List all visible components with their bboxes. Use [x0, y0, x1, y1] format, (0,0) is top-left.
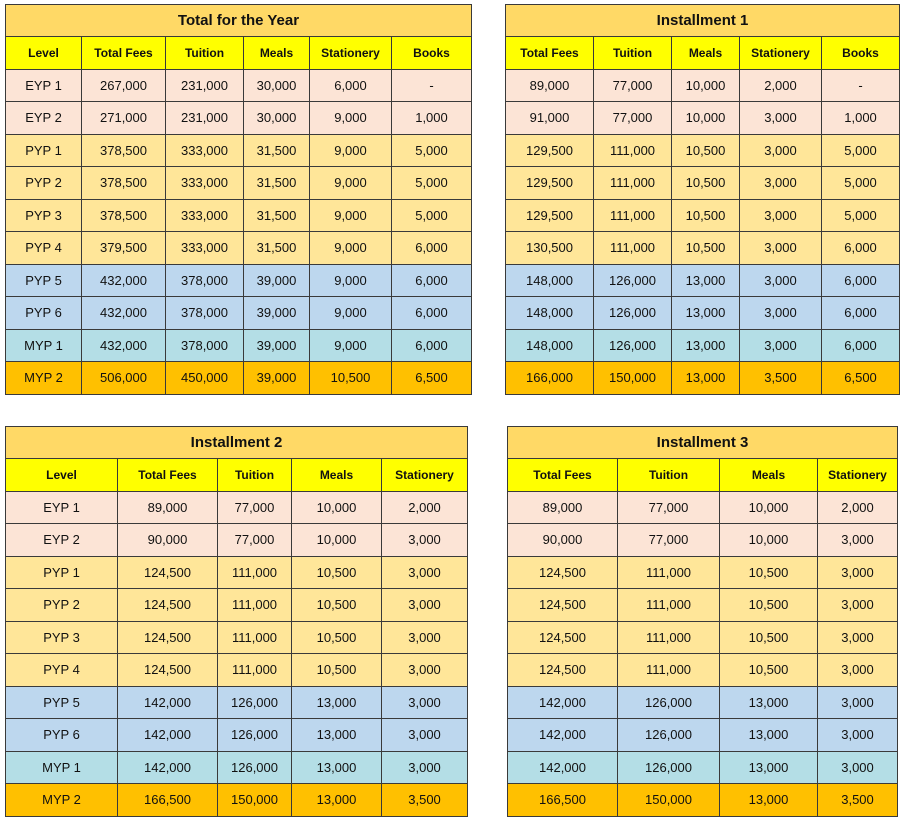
table-cell: 5,000 — [392, 167, 472, 200]
table-cell: 111,000 — [594, 167, 672, 200]
table-cell: 5,000 — [392, 134, 472, 167]
table-title-row — [6, 5, 472, 37]
table-row — [506, 362, 900, 395]
table-cell: 126,000 — [594, 264, 672, 297]
table-cell: EYP 1 — [6, 491, 118, 524]
table-cell: 148,000 — [506, 297, 594, 330]
table-cell: 6,000 — [822, 329, 900, 362]
table-cell: 3,000 — [818, 556, 898, 589]
table-title: Installment 3 — [508, 427, 898, 459]
table-cell: 129,500 — [506, 134, 594, 167]
table-cell: 111,000 — [618, 621, 720, 654]
table-row — [508, 751, 898, 784]
table-row — [6, 102, 472, 135]
table-cell: 111,000 — [594, 199, 672, 232]
table-row — [506, 134, 900, 167]
col-header-meals: Meals — [672, 37, 740, 70]
col-header-stationery: Stationery — [382, 459, 468, 492]
table-cell: 126,000 — [218, 751, 292, 784]
table-cell: 9,000 — [310, 329, 392, 362]
col-header-total-fees: Total Fees — [82, 37, 166, 70]
table-cell: 3,000 — [740, 199, 822, 232]
table-title: Total for the Year — [6, 5, 472, 37]
table-cell: 3,000 — [382, 621, 468, 654]
table-row — [6, 362, 472, 395]
table-cell: 13,000 — [720, 719, 818, 752]
table-cell: MYP 1 — [6, 329, 82, 362]
table-cell: 10,500 — [720, 556, 818, 589]
table-cell: 111,000 — [618, 556, 720, 589]
table-title: Installment 2 — [6, 427, 468, 459]
table-cell: 13,000 — [292, 751, 382, 784]
header-row — [506, 37, 900, 70]
table-cell: 31,500 — [244, 134, 310, 167]
table-cell: 150,000 — [218, 784, 292, 817]
col-header-total-fees: Total Fees — [506, 37, 594, 70]
table-cell: 111,000 — [594, 232, 672, 265]
table-cell: 6,000 — [392, 329, 472, 362]
table-cell: 77,000 — [218, 491, 292, 524]
table-cell: 148,000 — [506, 264, 594, 297]
table-cell: 378,000 — [166, 329, 244, 362]
table-cell: 10,000 — [292, 524, 382, 557]
col-header-level: Level — [6, 459, 118, 492]
table-cell: 10,500 — [720, 589, 818, 622]
table-cell: 3,000 — [382, 556, 468, 589]
col-header-level: Level — [6, 37, 82, 70]
table-title: Installment 1 — [506, 5, 900, 37]
table-cell: 5,000 — [822, 199, 900, 232]
col-header-meals: Meals — [720, 459, 818, 492]
table-row — [508, 589, 898, 622]
table-cell: 333,000 — [166, 199, 244, 232]
table-row — [508, 654, 898, 687]
table-cell: 432,000 — [82, 329, 166, 362]
table-row — [508, 556, 898, 589]
table-cell: 3,000 — [818, 621, 898, 654]
table-cell: PYP 5 — [6, 264, 82, 297]
table-cell: 10,500 — [720, 654, 818, 687]
table-cell: 10,000 — [292, 491, 382, 524]
table-cell: 10,500 — [292, 589, 382, 622]
table-cell: 3,000 — [382, 751, 468, 784]
table-cell: 77,000 — [594, 102, 672, 135]
table-cell: 30,000 — [244, 102, 310, 135]
table-cell: 9,000 — [310, 167, 392, 200]
table-cell: 111,000 — [218, 556, 292, 589]
table-cell: EYP 2 — [6, 524, 118, 557]
table-cell: 13,000 — [292, 686, 382, 719]
table-cell: 5,000 — [392, 199, 472, 232]
table-cell: 166,500 — [508, 784, 618, 817]
table-cell: 3,000 — [818, 524, 898, 557]
table-cell: - — [822, 69, 900, 102]
table-cell: 39,000 — [244, 329, 310, 362]
table-row — [6, 719, 468, 752]
table-cell: 10,000 — [672, 69, 740, 102]
year-total-table — [5, 4, 472, 395]
table-cell: 13,000 — [292, 784, 382, 817]
table-cell: 6,500 — [392, 362, 472, 395]
table-cell: 3,000 — [818, 751, 898, 784]
table-cell: 111,000 — [618, 589, 720, 622]
col-header-tuition: Tuition — [166, 37, 244, 70]
table-body — [508, 491, 898, 816]
table-cell: 3,000 — [382, 654, 468, 687]
table-row — [6, 199, 472, 232]
table-row — [6, 524, 468, 557]
table-cell: 111,000 — [218, 589, 292, 622]
table-row — [508, 686, 898, 719]
table-cell: 13,000 — [672, 264, 740, 297]
table-cell: 3,000 — [382, 686, 468, 719]
table-cell: 142,000 — [118, 719, 218, 752]
table-cell: 333,000 — [166, 232, 244, 265]
table-cell: 271,000 — [82, 102, 166, 135]
table-cell: 1,000 — [822, 102, 900, 135]
table-cell: MYP 2 — [6, 784, 118, 817]
table-row — [506, 69, 900, 102]
table-cell: 3,500 — [740, 362, 822, 395]
header-row — [6, 37, 472, 70]
table-cell: 111,000 — [618, 654, 720, 687]
table-cell: 10,500 — [672, 232, 740, 265]
table-cell: 3,000 — [740, 264, 822, 297]
table-cell: 10,500 — [292, 556, 382, 589]
table-cell: 10,000 — [672, 102, 740, 135]
table-row — [6, 329, 472, 362]
table-cell: 10,000 — [720, 491, 818, 524]
table-cell: 126,000 — [218, 686, 292, 719]
table-cell: 142,000 — [508, 719, 618, 752]
installment-1-table — [505, 4, 900, 395]
table-row — [506, 329, 900, 362]
table-cell: 3,000 — [382, 524, 468, 557]
table-cell: 9,000 — [310, 199, 392, 232]
table-cell: 10,000 — [720, 524, 818, 557]
table-row — [6, 589, 468, 622]
table-cell: MYP 2 — [6, 362, 82, 395]
table-cell: 13,000 — [672, 297, 740, 330]
table-cell: 142,000 — [508, 686, 618, 719]
table-cell: PYP 4 — [6, 654, 118, 687]
table-cell: 126,000 — [218, 719, 292, 752]
col-header-total-fees: Total Fees — [118, 459, 218, 492]
table-cell: PYP 2 — [6, 167, 82, 200]
table-cell: 124,500 — [118, 621, 218, 654]
table-cell: 333,000 — [166, 167, 244, 200]
table-cell: 142,000 — [118, 751, 218, 784]
table-title-row — [506, 5, 900, 37]
col-header-tuition: Tuition — [218, 459, 292, 492]
table-cell: 30,000 — [244, 69, 310, 102]
table-cell: 13,000 — [720, 751, 818, 784]
table-row — [6, 134, 472, 167]
table-cell: 124,500 — [508, 556, 618, 589]
table-cell: PYP 1 — [6, 556, 118, 589]
table-row — [508, 621, 898, 654]
table-cell: 378,500 — [82, 134, 166, 167]
table-cell: 3,000 — [740, 232, 822, 265]
table-cell: 506,000 — [82, 362, 166, 395]
table-cell: 31,500 — [244, 167, 310, 200]
table-cell: 126,000 — [618, 686, 720, 719]
table-cell: EYP 1 — [6, 69, 82, 102]
table-cell: 111,000 — [594, 134, 672, 167]
table-cell: 142,000 — [508, 751, 618, 784]
table-cell: 2,000 — [382, 491, 468, 524]
table-cell: 6,500 — [822, 362, 900, 395]
table-cell: 5,000 — [822, 167, 900, 200]
table-cell: 10,500 — [292, 654, 382, 687]
table-cell: 10,500 — [292, 621, 382, 654]
table-cell: 267,000 — [82, 69, 166, 102]
table-cell: 9,000 — [310, 264, 392, 297]
table-cell: 39,000 — [244, 297, 310, 330]
table-cell: 39,000 — [244, 264, 310, 297]
table-cell: 10,500 — [672, 167, 740, 200]
table-row — [6, 232, 472, 265]
table-cell: 129,500 — [506, 199, 594, 232]
table-cell: 450,000 — [166, 362, 244, 395]
table-cell: MYP 1 — [6, 751, 118, 784]
table-cell: 3,000 — [740, 134, 822, 167]
col-header-books: Books — [392, 37, 472, 70]
table-cell: 3,000 — [740, 167, 822, 200]
installment-2-table — [5, 426, 468, 817]
table-row — [6, 491, 468, 524]
table-cell: 9,000 — [310, 297, 392, 330]
table-cell: 3,000 — [382, 589, 468, 622]
table-cell: 89,000 — [118, 491, 218, 524]
table-cell: 9,000 — [310, 102, 392, 135]
table-row — [6, 167, 472, 200]
table-cell: 124,500 — [508, 589, 618, 622]
table-cell: 3,000 — [740, 102, 822, 135]
table-row — [6, 556, 468, 589]
table-cell: 150,000 — [594, 362, 672, 395]
col-header-stationery: Stationery — [818, 459, 898, 492]
table-cell: 378,500 — [82, 199, 166, 232]
table-cell: 124,500 — [118, 556, 218, 589]
table-cell: 432,000 — [82, 264, 166, 297]
table-cell: 5,000 — [822, 134, 900, 167]
table-cell: 91,000 — [506, 102, 594, 135]
table-cell: PYP 6 — [6, 719, 118, 752]
table-cell: 130,500 — [506, 232, 594, 265]
table-cell: 148,000 — [506, 329, 594, 362]
col-header-tuition: Tuition — [618, 459, 720, 492]
table-cell: 126,000 — [594, 329, 672, 362]
col-header-tuition: Tuition — [594, 37, 672, 70]
table-cell: 166,500 — [118, 784, 218, 817]
header-row — [6, 459, 468, 492]
table-cell: 13,000 — [672, 329, 740, 362]
table-cell: 124,500 — [118, 589, 218, 622]
table-cell: 166,000 — [506, 362, 594, 395]
table-row — [508, 524, 898, 557]
table-row — [506, 102, 900, 135]
col-header-total-fees: Total Fees — [508, 459, 618, 492]
table-cell: PYP 3 — [6, 621, 118, 654]
table-cell: 13,000 — [720, 686, 818, 719]
table-cell: 31,500 — [244, 199, 310, 232]
table-cell: EYP 2 — [6, 102, 82, 135]
table-cell: 77,000 — [594, 69, 672, 102]
table-row — [6, 69, 472, 102]
table-cell: PYP 4 — [6, 232, 82, 265]
table-cell: 89,000 — [506, 69, 594, 102]
table-cell: 333,000 — [166, 134, 244, 167]
table-body — [6, 491, 468, 816]
table-cell: 124,500 — [508, 621, 618, 654]
table-row — [506, 264, 900, 297]
table-cell: 13,000 — [672, 362, 740, 395]
table-cell: 6,000 — [392, 232, 472, 265]
table-cell: 3,000 — [740, 329, 822, 362]
table-cell: 142,000 — [118, 686, 218, 719]
table-cell: 124,500 — [118, 654, 218, 687]
table-cell: 1,000 — [392, 102, 472, 135]
table-row — [6, 784, 468, 817]
table-cell: PYP 6 — [6, 297, 82, 330]
table-cell: PYP 3 — [6, 199, 82, 232]
table-cell: 13,000 — [720, 784, 818, 817]
col-header-meals: Meals — [292, 459, 382, 492]
table-cell: PYP 5 — [6, 686, 118, 719]
table-row — [508, 491, 898, 524]
table-row — [6, 297, 472, 330]
table-cell: 129,500 — [506, 167, 594, 200]
table-body — [6, 69, 472, 394]
table-cell: 31,500 — [244, 232, 310, 265]
table-row — [506, 199, 900, 232]
table-cell: 6,000 — [822, 297, 900, 330]
table-row — [6, 621, 468, 654]
table-cell: 9,000 — [310, 232, 392, 265]
table-cell: 6,000 — [310, 69, 392, 102]
table-cell: 3,000 — [818, 654, 898, 687]
table-cell: 13,000 — [292, 719, 382, 752]
table-cell: PYP 1 — [6, 134, 82, 167]
table-cell: 3,000 — [818, 719, 898, 752]
table-cell: 378,500 — [82, 167, 166, 200]
table-cell: 3,500 — [818, 784, 898, 817]
table-cell: 231,000 — [166, 69, 244, 102]
table-cell: 10,500 — [310, 362, 392, 395]
table-cell: 126,000 — [618, 751, 720, 784]
table-body — [506, 69, 900, 394]
col-header-meals: Meals — [244, 37, 310, 70]
table-cell: 90,000 — [118, 524, 218, 557]
table-row — [6, 686, 468, 719]
table-row — [506, 232, 900, 265]
installment-3-table — [507, 426, 898, 817]
table-row — [506, 297, 900, 330]
table-cell: 378,000 — [166, 297, 244, 330]
table-cell: 10,500 — [720, 621, 818, 654]
col-header-stationery: Stationery — [740, 37, 822, 70]
table-cell: 111,000 — [218, 654, 292, 687]
table-cell: 231,000 — [166, 102, 244, 135]
table-cell: 150,000 — [618, 784, 720, 817]
table-cell: PYP 2 — [6, 589, 118, 622]
table-cell: 3,000 — [740, 297, 822, 330]
table-cell: 3,000 — [818, 686, 898, 719]
table-cell: 379,500 — [82, 232, 166, 265]
table-row — [508, 784, 898, 817]
table-cell: - — [392, 69, 472, 102]
table-row — [508, 719, 898, 752]
table-cell: 111,000 — [218, 621, 292, 654]
table-cell: 126,000 — [618, 719, 720, 752]
table-cell: 89,000 — [508, 491, 618, 524]
table-cell: 3,000 — [818, 589, 898, 622]
table-cell: 2,000 — [740, 69, 822, 102]
table-cell: 6,000 — [392, 297, 472, 330]
table-row — [6, 751, 468, 784]
table-row — [6, 654, 468, 687]
table-row — [6, 264, 472, 297]
table-cell: 77,000 — [618, 524, 720, 557]
table-cell: 124,500 — [508, 654, 618, 687]
table-cell: 3,000 — [382, 719, 468, 752]
table-cell: 10,500 — [672, 199, 740, 232]
table-cell: 10,500 — [672, 134, 740, 167]
table-cell: 432,000 — [82, 297, 166, 330]
table-cell: 77,000 — [618, 491, 720, 524]
table-cell: 126,000 — [594, 297, 672, 330]
table-title-row — [6, 427, 468, 459]
table-row — [506, 167, 900, 200]
header-row — [508, 459, 898, 492]
table-cell: 378,000 — [166, 264, 244, 297]
table-cell: 6,000 — [822, 232, 900, 265]
table-cell: 2,000 — [818, 491, 898, 524]
table-cell: 6,000 — [392, 264, 472, 297]
table-title-row — [508, 427, 898, 459]
table-cell: 9,000 — [310, 134, 392, 167]
col-header-stationery: Stationery — [310, 37, 392, 70]
table-cell: 39,000 — [244, 362, 310, 395]
table-cell: 77,000 — [218, 524, 292, 557]
table-cell: 6,000 — [822, 264, 900, 297]
table-cell: 3,500 — [382, 784, 468, 817]
table-cell: 90,000 — [508, 524, 618, 557]
col-header-books: Books — [822, 37, 900, 70]
